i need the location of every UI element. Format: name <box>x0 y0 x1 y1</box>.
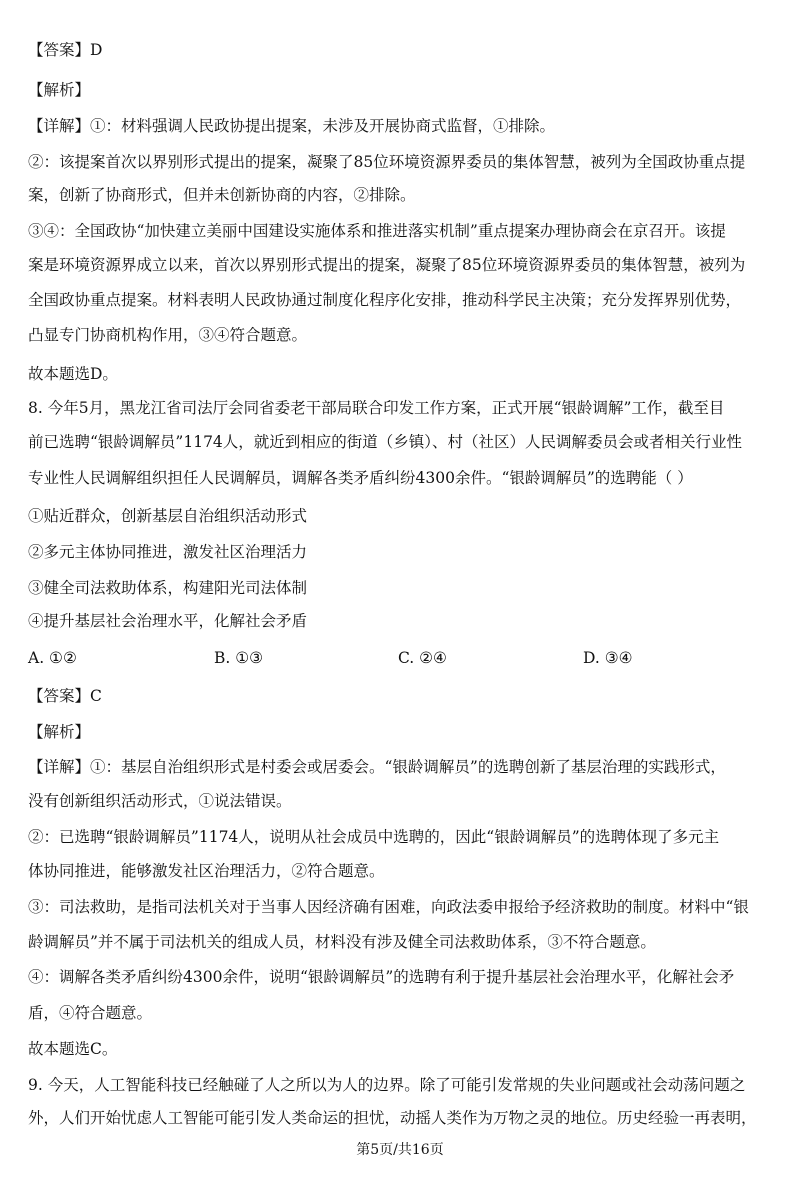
q7-detail-line: 案是环境资源界成立以来，首次以界别形式提出的提案，凝聚了85位环境资源界委员的集体智慧，被列为 <box>28 256 746 274</box>
q8-detail-line: 盾，④符合题意。 <box>28 1004 153 1022</box>
page-number: 第5页/共16页 <box>356 1142 444 1158</box>
option-c: C. ②④ <box>398 649 447 667</box>
q8-detail-line: ②：已选聘“银龄调解员”1174人，说明从社会成员中选聘的，因此“银龄调解员”的选聘体现了多元主 <box>28 828 720 846</box>
q8-conclusion: 故本题选C。 <box>28 1040 118 1058</box>
q8-stem-line: 前已选聘“银龄调解员”1174人，就近到相应的街道（乡镇）、村（社区）人民调解委员会或者相关行业性 <box>28 433 743 451</box>
q7-detail-line: ②：该提案首次以界别形式提出的提案，凝聚了85位环境资源界委员的集体智慧，被列为全国政协重点提 <box>28 153 746 171</box>
q7-detail-line: 凸显专门协商机构作用，③④符合题意。 <box>28 326 308 344</box>
q8-statement-1: ①贴近群众，创新基层自治组织活动形式 <box>28 507 308 525</box>
q7-conclusion: 故本题选D。 <box>28 365 118 383</box>
q8-detail-line: 体协同推进，能够激发社区治理活力，②符合题意。 <box>28 862 385 880</box>
q7-detail-line: 案，创新了协商形式，但并未创新协商的内容，②排除。 <box>28 186 416 204</box>
q8-stem-line: 8. 今年5月，黑龙江省司法厅会同省委老干部局联合印发工作方案，正式开展“银龄调解”工作，截至目 <box>28 399 725 417</box>
q7-detail-line: 全国政协重点提案。材料表明人民政协通过制度化程序化安排，推动科学民主决策；充分发挥界别优势， <box>28 291 742 309</box>
q8-detail-line: ④：调解各类矛盾纠纷4300余件，说明“银龄调解员”的选聘有利于提升基层社会治理水平，化解社会矛 <box>28 968 735 986</box>
q7-answer: 【答案】D <box>28 41 103 59</box>
q9-stem-line: 外，人们开始忧虑人工智能可能引发人类命运的担忧，动摇人类作为万物之灵的地位。历史经验一再表明， <box>28 1109 757 1127</box>
q8-answer: 【答案】C <box>28 687 102 705</box>
q8-statement-2: ②多元主体协同推进，激发社区治理活力 <box>28 543 308 561</box>
option-d: D. ③④ <box>583 649 633 667</box>
q7-detail-line: ③④：全国政协“加快建立美丽中国建设实施体系和推进落实机制”重点提案办理协商会在京召开。该提 <box>28 222 726 240</box>
q8-statement-3: ③健全司法救助体系，构建阳光司法体制 <box>28 579 308 597</box>
q8-statement-4: ④提升基层社会治理水平，化解社会矛盾 <box>28 612 308 630</box>
q8-detail-line: 没有创新组织活动形式，①说法错误。 <box>28 792 292 810</box>
q8-options <box>28 647 772 669</box>
q8-analysis-label: 【解析】 <box>28 723 91 741</box>
q8-detail-line: 【详解】①：基层自治组织形式是村委会或居委会。“银龄调解员”的选聘创新了基层治理的实践形式， <box>28 758 726 776</box>
q9-stem-line: 9. 今天，人工智能科技已经触碰了人之所以为人的边界。除了可能引发常规的失业问题或社会动荡问题之 <box>28 1076 746 1094</box>
q7-detail-line: 【详解】①：材料强调人民政协提出提案，未涉及开展协商式监督，①排除。 <box>28 117 556 135</box>
option-b: B. ①③ <box>214 649 264 667</box>
q7-analysis-label: 【解析】 <box>28 81 91 99</box>
q8-detail-line: 龄调解员”并不属于司法机关的组成人员，材料没有涉及健全司法救助体系，③不符合题意。 <box>28 933 656 951</box>
option-a: A. ①② <box>28 649 77 667</box>
q8-detail-line: ③：司法救助，是指司法机关对于当事人因经济确有困难，向政法委申报给予经济救助的制度。材料中“银 <box>28 898 749 916</box>
q8-stem-line: 专业性人民调解组织担任人民调解员，调解各类矛盾纠纷4300余件。“银龄调解员”的选聘能（ ） <box>28 469 693 487</box>
